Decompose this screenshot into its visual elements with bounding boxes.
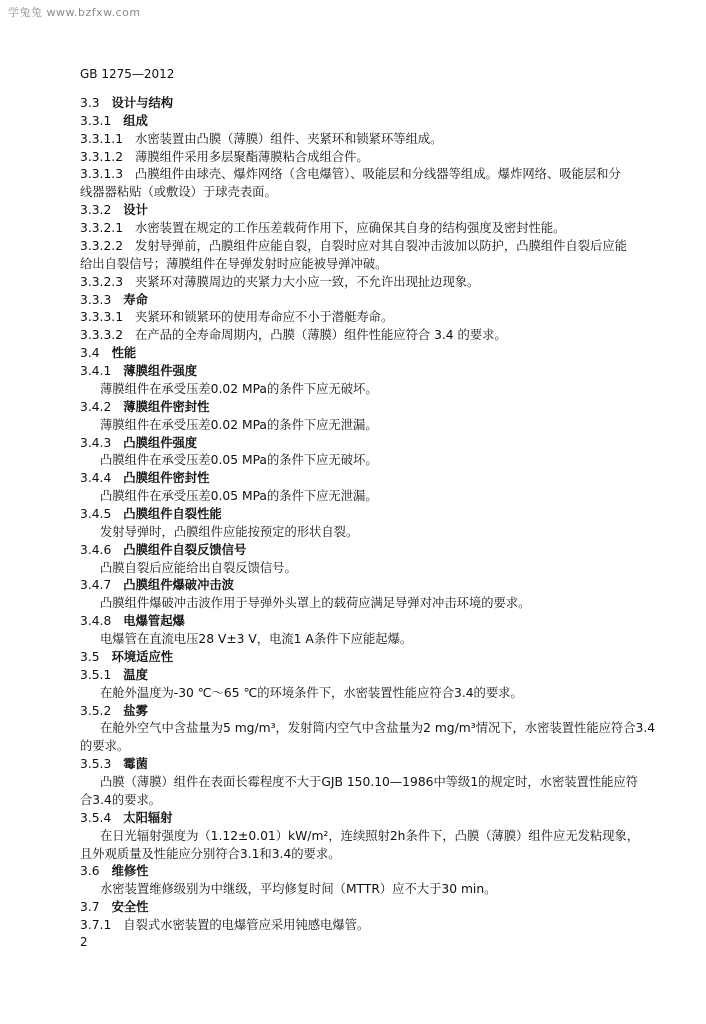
text-line [100,596,530,611]
text-line [80,900,148,915]
text-line [80,310,393,325]
clause-number: 3.6 [80,864,100,878]
text-line [80,167,621,182]
clause-heading: 寿命 [123,293,148,307]
clause-number: 3.5.1 [80,668,112,682]
text-line [80,847,340,862]
clause-heading: 霉菌 [123,757,148,771]
text-line [100,632,412,647]
clause-text: 凸膜（薄膜）组件在表面长霉程度不大于GJB 150.10—1986中等级1的规定时，水密装置性能应符 [100,775,639,789]
text-line [80,150,369,165]
clause-number: 3.4 [80,346,100,360]
clause-number: 3.5.4 [80,811,112,825]
text-line [100,382,378,397]
clause-text: 凸膜组件在承受压差0.05 MPa的条件下应无破坏。 [100,453,378,467]
clause-number: 3.4.4 [80,471,112,485]
clause-text: 在舱外空气中含盐量为5 mg/m³，发射筒内空气中含盐量为2 mg/m³情况下，水密装置性能应符合3.4 [100,721,656,735]
clause-number: 3.3.2.3 [80,275,124,289]
clause-text: 薄膜组件在承受压差0.02 MPa的条件下应无破坏。 [100,382,378,396]
text-line [80,239,627,254]
clause-heading: 凸膜组件强度 [123,436,198,450]
clause-text: 给出自裂信号；薄膜组件在导弹发射时应能被导弹冲破。 [80,257,388,271]
clause-heading: 薄膜组件强度 [123,364,198,378]
text-line [80,293,148,308]
clause-text: 发射导弹前，凸膜组件应能自裂，自裂时应对其自裂冲击波加以防护，凸膜组件自裂后应能 [135,239,627,253]
clause-number: 3.4.2 [80,400,112,414]
clause-number: 3.3.2 [80,203,112,217]
text-line [80,614,185,629]
text-line [80,114,148,129]
text-line [80,436,197,451]
clause-text: 凸膜组件由球壳、爆炸网络（含电爆管）、吸能层和分线器等组成。爆炸网络、吸能层和分 [135,167,621,181]
text-line [80,578,234,593]
clause-number: 3.3.1.3 [80,167,124,181]
text-line [80,918,369,933]
clause-number: 3.3.2.1 [80,221,124,235]
clause-text: 凸膜组件爆破冲击波作用于导弹外头罩上的载荷应满足导弹对冲击环境的要求。 [100,596,531,610]
clause-text: 发射导弹时，凸膜组件应能按预定的形状自裂。 [100,525,359,539]
text-line [100,418,378,433]
text-line [80,364,197,379]
clause-text: 且外观质量及性能应分别符合3.1和3.4的要求。 [80,847,341,861]
text-line [80,811,173,826]
clause-number: 3.3.3.1 [80,310,124,324]
clause-heading: 凸膜组件自裂性能 [123,507,222,521]
clause-number: 3.3.3.2 [80,328,124,342]
text-line [80,203,148,218]
clause-heading: 薄膜组件密封性 [123,400,210,414]
clause-number: 3.3.3 [80,293,112,307]
text-line [100,686,523,701]
clause-heading: 凸膜组件密封性 [123,471,210,485]
text-line [80,96,173,111]
clause-number: 3.7 [80,900,100,914]
clause-text: 凸膜组件在承受压差0.05 MPa的条件下应无泄漏。 [100,489,378,503]
clause-heading: 电爆管起爆 [123,614,185,628]
text-line [80,400,209,415]
clause-number: 3.4.8 [80,614,112,628]
text-line [100,561,297,576]
clause-number: 3.3.2.2 [80,239,124,253]
clause-heading: 设计 [123,203,148,217]
clause-heading: 凸膜组件自裂反馈信号 [123,543,247,557]
clause-text: 在舱外温度为-30 ℃～65 ℃的环境条件下，水密装置性能应符合3.4的要求。 [100,686,523,700]
text-line [80,185,277,200]
clause-text: 薄膜组件在承受压差0.02 MPa的条件下应无泄漏。 [100,418,378,432]
watermark: 学兔兔 www.bzfxw.com [8,6,141,19]
text-line [80,507,222,522]
clause-heading: 凸膜组件爆破冲击波 [123,578,234,592]
clause-heading: 维修性 [111,864,149,878]
text-line [100,829,639,844]
clause-heading: 太阳辐射 [123,811,173,825]
clause-text: 自裂式水密装置的电爆管应采用钝感电爆管。 [123,918,370,932]
clause-number: 3.3.1 [80,114,112,128]
text-line [80,650,173,665]
text-line [80,757,148,772]
clause-number: 3.4.1 [80,364,112,378]
text-line [100,721,655,736]
text-line [80,132,442,147]
clause-text: 夹紧环对薄膜周边的夹紧力大小应一致，不允许出现扯边现象。 [135,275,480,289]
text-line [80,668,148,683]
clause-number: 3.5.3 [80,757,112,771]
clause-text: 水密装置由凸膜（薄膜）组件、夹紧环和锁紧环等组成。 [135,132,443,146]
clause-number: 3.4.7 [80,578,112,592]
clause-heading: 设计与结构 [111,96,174,110]
text-line [80,471,209,486]
clause-text: 水密装置维修级别为中继级，平均修复时间（MTTR）应不大于30 min。 [100,882,497,896]
page-number: 2 [80,935,88,949]
text-line [100,775,638,790]
text-line [80,328,507,343]
clause-text: 的要求。 [80,739,130,753]
clause-number: 3.7.1 [80,918,112,932]
text-line [80,275,479,290]
clause-number: 3.5 [80,650,100,664]
text-line [80,257,387,272]
clause-heading: 性能 [111,346,137,360]
clause-number: 3.4.6 [80,543,112,557]
text-line [80,793,161,808]
text-line [80,221,565,236]
clause-text: 电爆管在直流电压28 V±3 V，电流1 A条件下应能起爆。 [100,632,413,646]
clause-number: 3.3 [80,96,100,110]
text-line [100,882,496,897]
clause-text: 凸膜自裂后应能给出自裂反馈信号。 [100,561,297,575]
text-line [100,489,378,504]
clause-text: 夹紧环和锁紧环的使用寿命应不小于潜艇寿命。 [135,310,394,324]
text-line [80,346,136,361]
text-line [80,543,246,558]
document-code: GB 1275—2012 [80,67,175,81]
text-line [80,739,129,754]
text-line [100,525,358,540]
clause-number: 3.5.2 [80,704,112,718]
clause-text: 在日光辐射强度为（1.12±0.01）kW/m²，连续照射2h条件下，凸膜（薄膜）组件应无发粘现象， [100,829,640,843]
text-line [100,453,378,468]
clause-heading: 环境适应性 [111,650,174,664]
clause-heading: 安全性 [111,900,149,914]
clause-text: 合3.4的要求。 [80,793,162,807]
clause-heading: 温度 [123,668,148,682]
clause-heading: 盐雾 [123,704,148,718]
clause-text: 水密装置在规定的工作压差载荷作用下，应确保其自身的结构强度及密封性能。 [135,221,566,235]
clause-number: 3.3.1.1 [80,132,124,146]
text-line [80,864,148,879]
clause-text: 薄膜组件采用多层聚酯薄膜粘合成组合件。 [135,150,369,164]
clause-number: 3.3.1.2 [80,150,124,164]
clause-number: 3.4.3 [80,436,112,450]
clause-text: 在产品的全寿命周期内，凸膜（薄膜）组件性能应符合 3.4 的要求。 [135,328,507,342]
text-line [80,704,148,719]
clause-number: 3.4.5 [80,507,112,521]
clause-heading: 组成 [123,114,148,128]
clause-text: 线器器粘贴（或敷设）于球壳表面。 [80,185,277,199]
